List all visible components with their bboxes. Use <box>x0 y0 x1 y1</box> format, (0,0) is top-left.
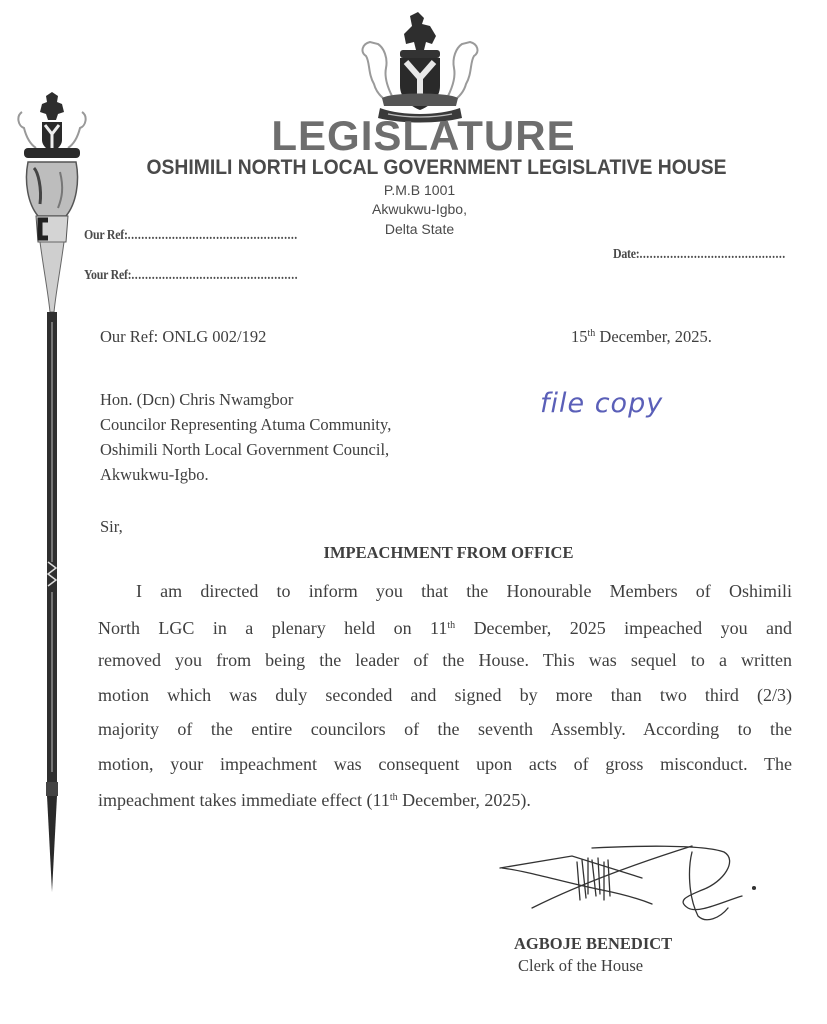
date-field <box>613 247 786 263</box>
recipient-town: Akwukwu-Igbo. <box>100 465 209 484</box>
date-suffix: th <box>587 328 596 339</box>
body-line: motion, your impeachment was consequent upon acts of gross misconduct. The <box>98 753 792 774</box>
letter-body <box>98 574 792 816</box>
address-state: Delta State <box>384 221 455 237</box>
body-text-segment: impeachment takes immediate effect (11 <box>98 790 390 810</box>
letter-date <box>571 327 712 347</box>
our-ref-blank: .................................................. <box>127 228 298 243</box>
date-day: 15 <box>571 327 588 346</box>
ordinal-suffix: th <box>447 619 456 631</box>
body-line: I am directed to inform you that the Honourable Members of Oshimili <box>136 581 792 601</box>
body-line <box>98 609 792 644</box>
body-line: motion which was duly seconded and signed by more than two third (2/3) <box>98 684 792 705</box>
coat-of-arms-icon <box>352 12 488 124</box>
address-town: Akwukwu-Igbo, <box>372 201 467 217</box>
recipient-position: Councilor Representing Atuma Community, <box>100 415 392 434</box>
body-line <box>98 781 792 816</box>
signer-name: AGBOJE BENEDICT <box>514 934 673 953</box>
file-copy-annotation: file copy <box>540 388 664 419</box>
letter-reference: Our Ref: ONLG 002/192 <box>100 327 267 346</box>
letterhead-title: LEGISLATURE <box>271 112 576 159</box>
salutation: Sir, <box>100 517 123 536</box>
body-line: removed you from being the leader of the House. This was sequel to a written <box>98 650 792 670</box>
recipient-council: Oshimili North Local Government Council, <box>100 440 390 459</box>
ordinal-suffix: th <box>389 792 398 803</box>
body-text-segment: December, 2025). <box>397 790 531 810</box>
institution-name: OSHIMILI NORTH LOCAL GOVERNMENT LEGISLATIVE HOUSE <box>146 156 727 179</box>
body-text-segment: North LGC in a plenary held on 11 <box>98 617 448 638</box>
letter-subject: IMPEACHMENT FROM OFFICE <box>323 543 574 562</box>
signature-icon <box>492 838 762 928</box>
your-ref-blank: ................................................. <box>131 268 299 283</box>
your-ref-field <box>84 268 298 284</box>
recipient-name: Hon. (Dcn) Chris Nwamgbor <box>100 390 294 409</box>
address-pmb: P.M.B 1001 <box>383 182 456 198</box>
recipient-address <box>100 387 391 487</box>
body-line: majority of the entire councilors of the seventh Assembly. According to the <box>98 719 792 739</box>
date-rest: December, 2025. <box>595 327 712 346</box>
body-text-segment: December, 2025 impeached you and <box>455 617 792 638</box>
our-ref-label: Our Ref: <box>84 228 128 243</box>
your-ref-label: Your Ref: <box>84 268 132 283</box>
signer-title: Clerk of the House <box>518 956 644 975</box>
date-label: Date: <box>613 247 640 262</box>
date-blank: ........................................... <box>639 247 786 262</box>
our-ref-field <box>84 228 298 244</box>
